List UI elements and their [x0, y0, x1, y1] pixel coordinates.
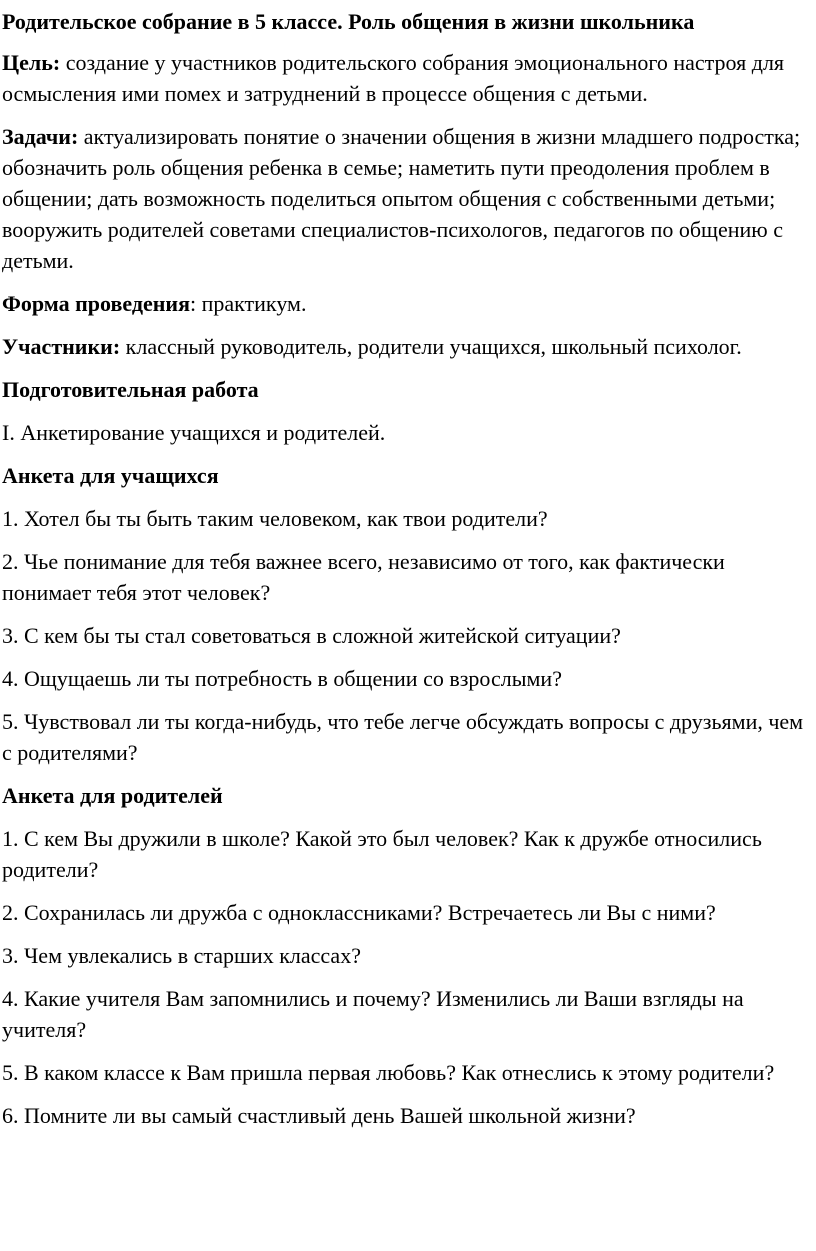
parents-question-4: 4. Какие учителя Вам запомнились и почему? Изменились ли Ваши взгляды на учителя? [2, 986, 744, 1042]
participants-paragraph [2, 331, 814, 362]
tasks-paragraph [2, 121, 814, 276]
parents-question-2: 2. Сохранилась ли дружба с одноклассниками? Встречаетесь ли Вы с ними? [2, 900, 716, 925]
students-question-2: 2. Чье понимание для тебя важнее всего, независимо от того, как фактически понимает тебя этот человек? [2, 549, 725, 605]
form-label: Форма проведения [2, 291, 190, 316]
students-question-5: 5. Чувствовал ли ты когда-нибудь, что тебе легче обсуждать вопросы с друзьями, чем с родителями? [2, 709, 804, 765]
form-text: : практикум. [190, 291, 307, 316]
form-paragraph [2, 288, 814, 319]
goal-paragraph [2, 47, 814, 109]
students-question-4: 4. Ощущаешь ли ты потребность в общении со взрослыми? [2, 666, 562, 691]
students-survey-heading: Анкета для учащихся [2, 463, 219, 488]
parents-survey-heading: Анкета для родителей [2, 783, 223, 808]
tasks-text: актуализировать понятие о значении общения в жизни младшего подростка; обозначить роль общения ребенка в семье; наметить пути преодоления проблем в общении; дать возможность поделиться опытом общения с собственными детьми; вооружить родителей советами специалистов-психологов, педагогов по общению с детьми. [2, 124, 801, 273]
goal-text: создание у участников родительского собрания эмоционального настроя для осмысления ими помех и затруднений в процессе общения с детьми. [2, 50, 785, 106]
document-title: Родительское собрание в 5 классе. Роль общения в жизни школьника [2, 9, 695, 34]
goal-label: Цель: [2, 50, 61, 75]
parents-question-1: 1. С кем Вы дружили в школе? Какой это был человек? Как к дружбе относились родители? [2, 826, 762, 882]
parents-question-5: 5. В каком классе к Вам пришла первая любовь? Как отнеслись к этому родители? [2, 1060, 775, 1085]
students-question-3: 3. С кем бы ты стал советоваться в сложной житейской ситуации? [2, 623, 621, 648]
parents-question-6: 6. Помните ли вы самый счастливый день Вашей школьной жизни? [2, 1103, 636, 1128]
tasks-label: Задачи: [2, 124, 79, 149]
students-question-1: 1. Хотел бы ты быть таким человеком, как твои родители? [2, 506, 548, 531]
preparation-heading: Подготовительная работа [2, 377, 259, 402]
participants-text: классный руководитель, родители учащихся, школьный психолог. [120, 334, 742, 359]
participants-label: Участники: [2, 334, 121, 359]
preparation-item: I. Анкетирование учащихся и родителей. [2, 420, 386, 445]
parents-question-3: 3. Чем увлекались в старших классах? [2, 943, 361, 968]
